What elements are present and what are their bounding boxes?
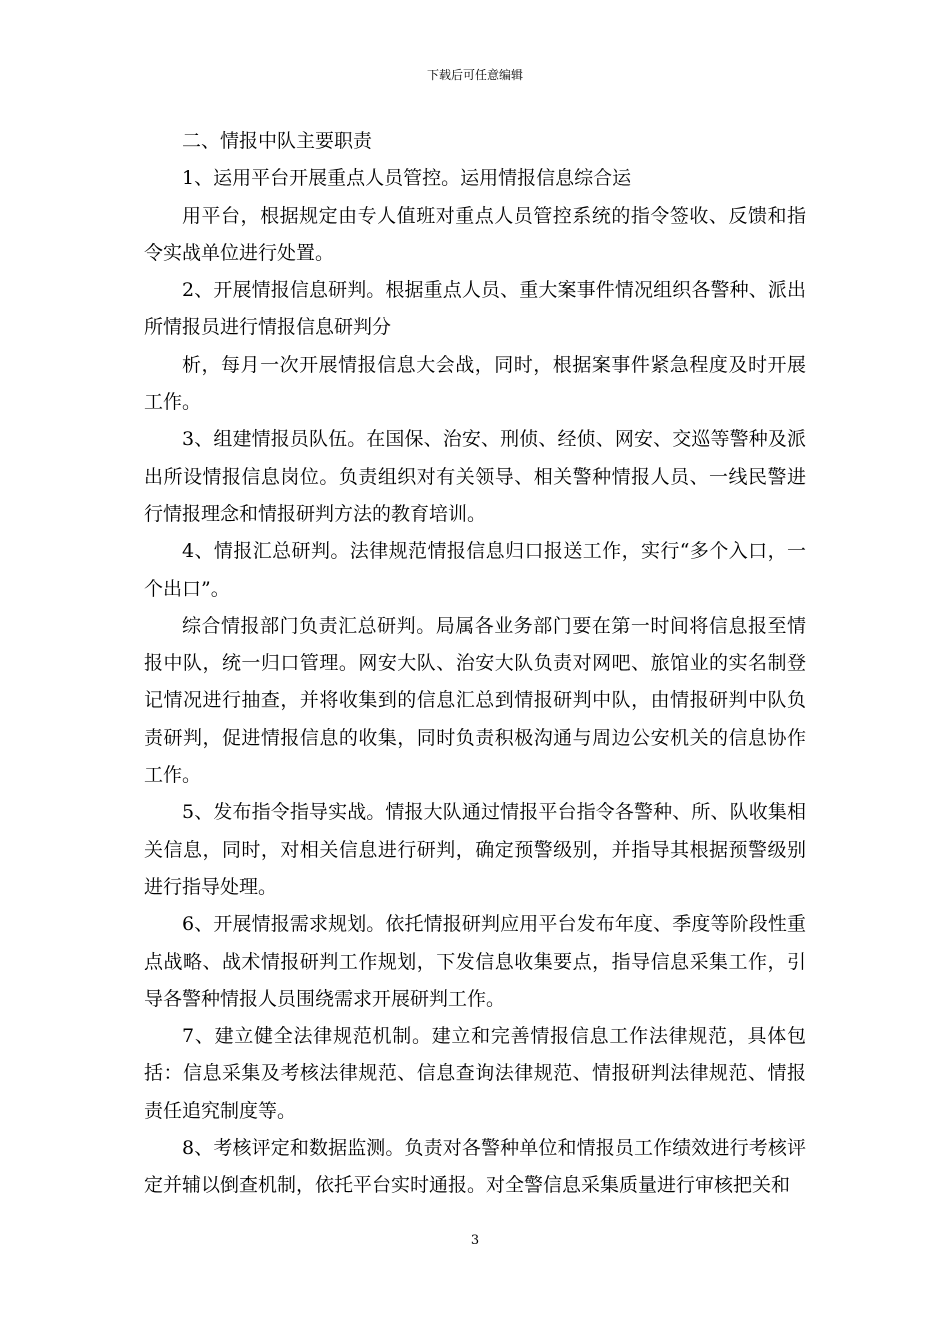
paragraph-2: 用平台，根据规定由专人值班对重点人员管控系统的指令签收、反馈和指令实战单位进行处置。 [144,204,806,264]
paragraph-8: 5、发布指令指导实战。情报大队通过情报平台指令各警种、所、队收集相关信息，同时，对相关信息进行研判，确定预警级别，并指导其根据预警级别进行指导处理。 [144,801,806,898]
paragraph-3: 2、开展情报信息研判。根据重点人员、重大案事件情况组织各警种、派出所情报员进行情报信息研判分 [144,279,806,339]
section-heading: 二、情报中队主要职责 [182,130,373,152]
document-body [144,123,806,1205]
paragraph-5: 3、组建情报员队伍。在国保、治安、刑侦、经侦、网安、交巡等警种及派出所设情报信息岗位。负责组织对有关领导、相关警种情报人员、一线民警进行情报理念和情报研判方法的教育培训。 [144,428,806,525]
page-header: 下载后可任意编辑 [426,68,523,82]
page-number: 3 [470,1233,480,1248]
paragraph-11: 8、考核评定和数据监测。负责对各警种单位和情报员工作绩效进行考核评定并辅以倒查机制，依托平台实时通报。对全警信息采集质量进行审核把关和 [144,1137,806,1197]
paragraph-9: 6、开展情报需求规划。依托情报研判应用平台发布年度、季度等阶段性重点战略、战术情报研判工作规划，下发信息收集要点，指导信息采集工作，引导各警种情报人员围绕需求开展研判工作。 [144,913,806,1010]
paragraph-4: 析，每月一次开展情报信息大会战，同时，根据案事件紧急程度及时开展工作。 [144,353,806,414]
paragraph-10: 7、建立健全法律规范机制。建立和完善情报信息工作法律规范，具体包括：信息采集及考核法律规范、信息查询法律规范、情报研判法律规范、情报责任追究制度等。 [144,1025,806,1122]
paragraph-6: 4、情报汇总研判。法律规范情报信息归口报送工作，实行“多个入口，一个出口”。 [144,540,806,600]
paragraph-7: 综合情报部门负责汇总研判。局属各业务部门要在第一时间将信息报至情报中队，统一归口管理。网安大队、治安大队负责对网吧、旅馆业的实名制登记情况进行抽查，并将收集到的信息汇总到情报研判中队，由情报研判中队负责研判，促进情报信息的收集，同时负责积极沟通与周边公安机关的信息协作工作。 [144,614,806,787]
paragraph-1: 1、运用平台开展重点人员管控。运用情报信息综合运 [182,167,632,190]
